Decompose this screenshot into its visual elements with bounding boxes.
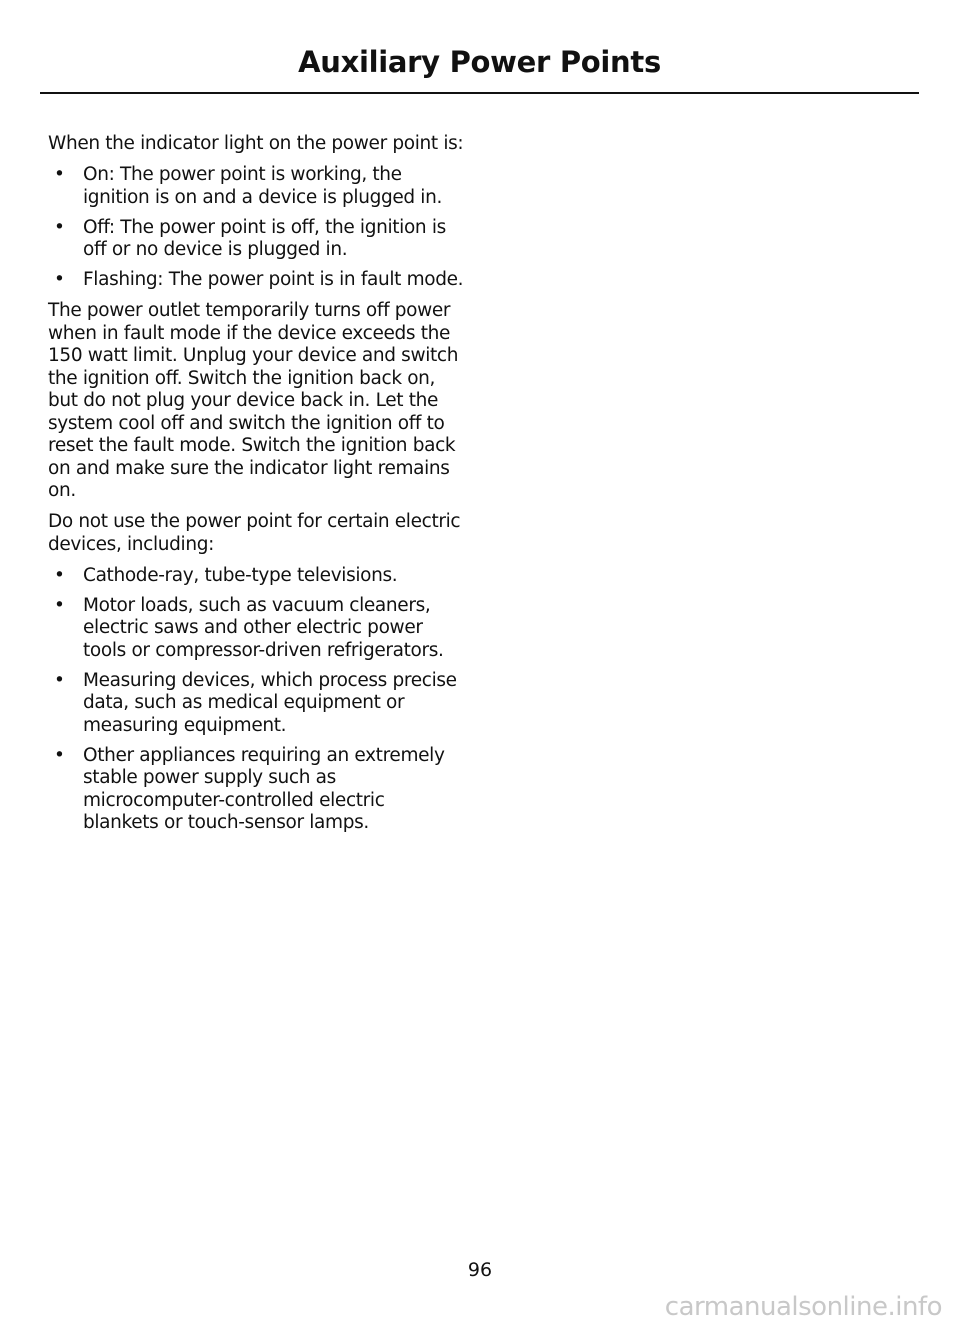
page-title: Auxiliary Power Points: [298, 45, 661, 79]
list-item: • Motor loads, such as vacuum cleaners, electric saws and other electric power tools or compressor-driven refrigerators.: [54, 594, 444, 661]
list-item: • Off: The power point is off, the ignition is off or no device is plugged in.: [54, 216, 446, 260]
indicator-states-list: [48, 164, 464, 292]
list-item: • Other appliances requiring an extremely stable power supply such as microcomputer-controlled electric blankets or touch-sensor lamps.: [54, 744, 445, 833]
bullet-icon: •: [54, 269, 65, 290]
watermark-text: carmanualsonline.info: [664, 1292, 942, 1322]
bullet-icon: •: [54, 594, 65, 616]
bullet-icon: •: [54, 216, 65, 238]
bullet-icon: •: [54, 564, 65, 586]
list-item: • Flashing: The power point is in fault mode.: [54, 269, 464, 290]
main-content: [48, 133, 464, 843]
bullet-icon: •: [54, 164, 65, 185]
intro-paragraph: When the indicator light on the power point is:: [48, 133, 464, 154]
page-header: [40, 40, 919, 94]
restricted-devices-list: [48, 565, 464, 835]
bullet-icon: •: [54, 744, 65, 766]
fault-mode-paragraph: The power outlet temporarily turns off power when in fault mode if the device exceeds the 150 watt limit. Unplug your device and switch the ignition off. Switch the ignition back on, but do not plug your device back in. Let the system cool off and switch the ignition off to reset the fault mode. Switch the ignition back on and make sure the indicator light remains on.: [48, 300, 459, 501]
list-item: • Cathode-ray, tube-type televisions.: [54, 564, 398, 586]
list-item: • On: The power point is working, the ignition is on and a device is plugged in.: [54, 164, 443, 208]
list-item: • Measuring devices, which process precise data, such as medical equipment or measuring equipment.: [54, 669, 457, 736]
page-number: 96: [467, 1259, 493, 1281]
restriction-intro-paragraph: Do not use the power point for certain electric devices, including:: [48, 511, 461, 555]
bullet-icon: •: [54, 669, 65, 691]
